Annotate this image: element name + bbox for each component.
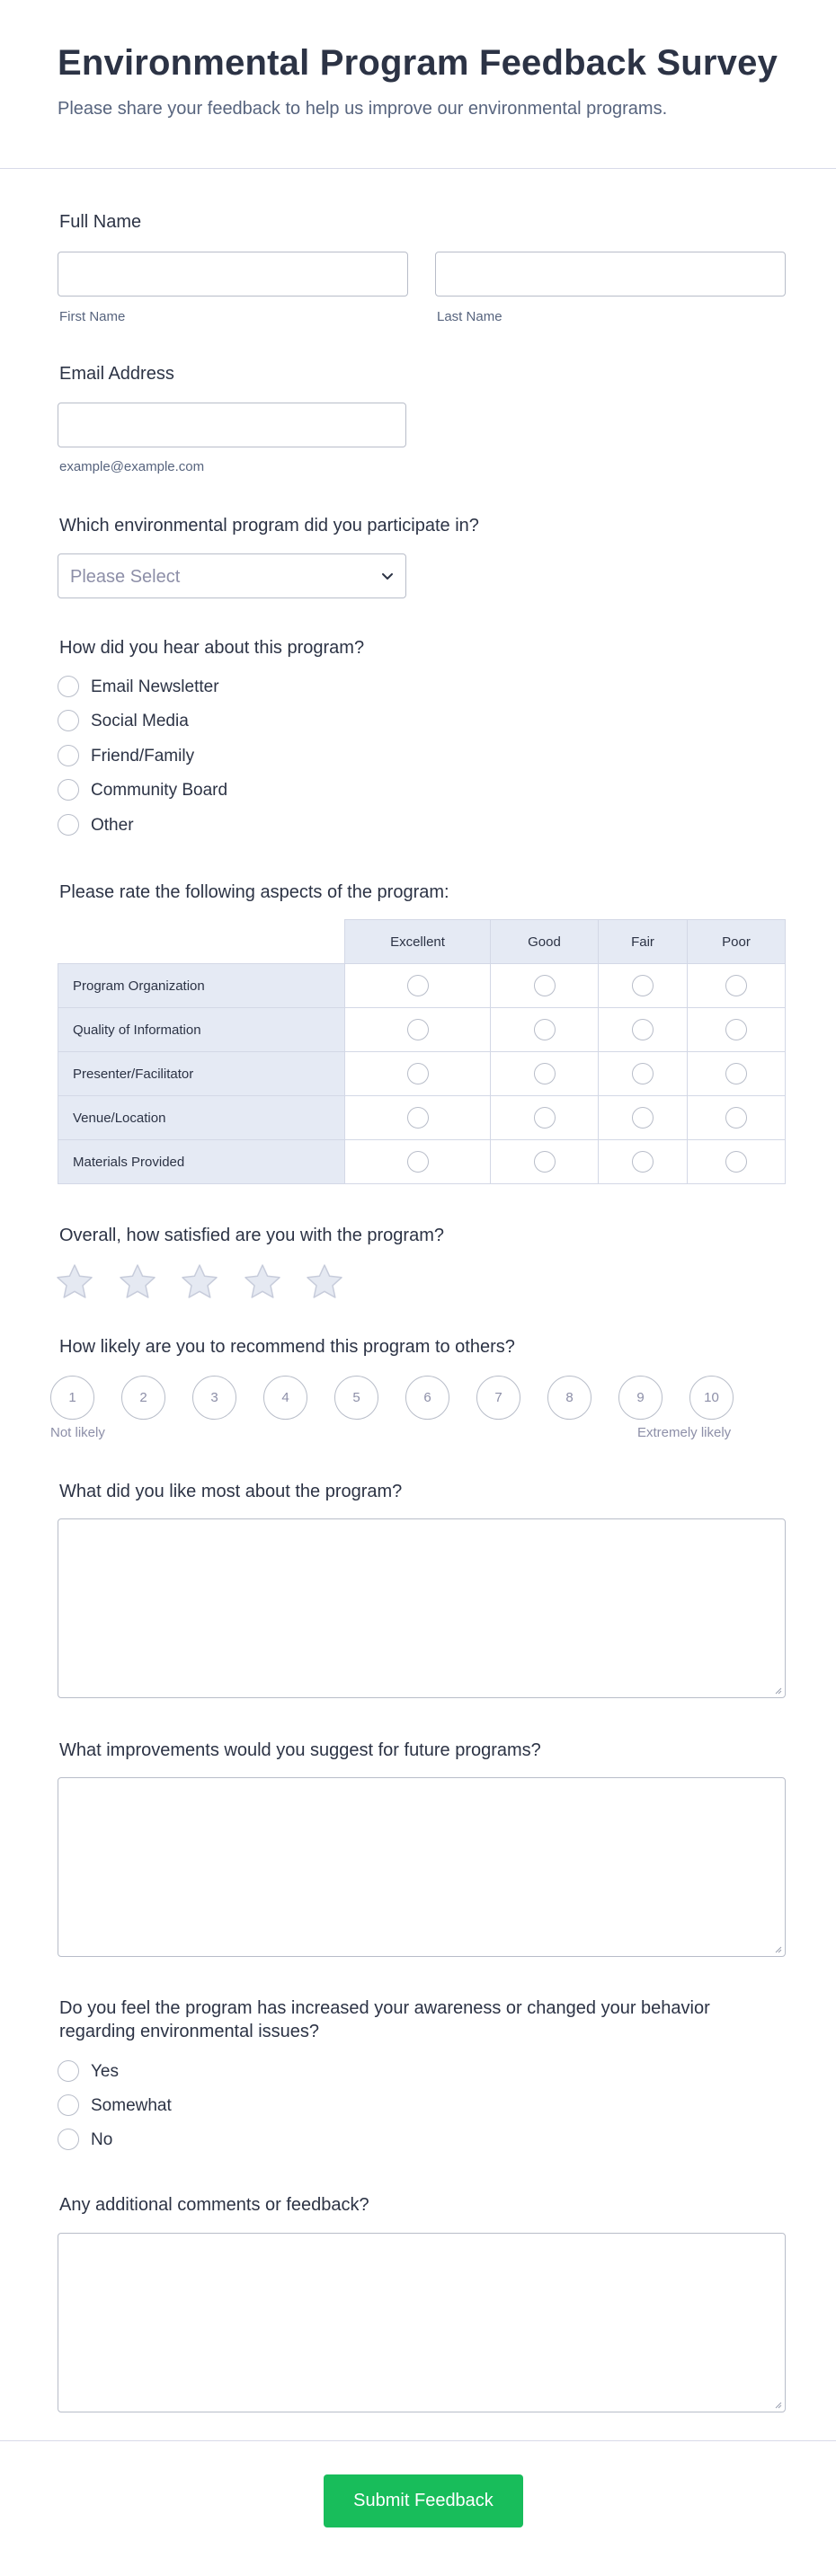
scale-option[interactable]: 5 [334, 1376, 378, 1420]
form-header [0, 0, 836, 169]
matrix-cell [598, 963, 688, 1008]
scale-low-label: Not likely [50, 1425, 105, 1440]
radio-button[interactable] [407, 1151, 429, 1173]
improvements-textarea[interactable] [58, 1777, 786, 1957]
star-icon[interactable] [118, 1262, 157, 1302]
matrix-label: Please rate the following aspects of the program: [59, 882, 449, 902]
heard-label: How did you hear about this program? [59, 638, 365, 658]
radio-button[interactable] [58, 779, 79, 801]
radio-option-label: Email Newsletter [91, 677, 219, 696]
matrix-row-label: Materials Provided [58, 1139, 345, 1184]
matrix-cell [344, 1139, 491, 1184]
first-name-sublabel: First Name [59, 309, 126, 324]
matrix-cell [598, 1139, 688, 1184]
matrix-cell [344, 1051, 491, 1096]
improvements-label: What improvements would you suggest for future programs? [59, 1740, 541, 1760]
radio-button[interactable] [534, 975, 556, 996]
matrix-cell [687, 1139, 786, 1184]
matrix-cell [598, 1095, 688, 1140]
matrix-cell [490, 1051, 599, 1096]
radio-button[interactable] [407, 1019, 429, 1040]
matrix-cell [344, 1095, 491, 1140]
radio-button[interactable] [632, 1107, 654, 1129]
scale-option[interactable]: 2 [121, 1376, 165, 1420]
comments-textarea[interactable] [58, 2233, 786, 2412]
matrix-row-label: Presenter/Facilitator [58, 1051, 345, 1096]
recommend-label: How likely are you to recommend this program to others? [59, 1337, 515, 1357]
full-name-label: Full Name [59, 212, 142, 232]
radio-button[interactable] [725, 1063, 747, 1084]
radio-button[interactable] [632, 1151, 654, 1173]
radio-button[interactable] [58, 710, 79, 731]
matrix-column-header: Good [490, 919, 599, 964]
comments-label: Any additional comments or feedback? [59, 2195, 369, 2215]
matrix-cell [490, 1095, 599, 1140]
star-icon[interactable] [180, 1262, 219, 1302]
chevron-down-icon [380, 569, 395, 583]
radio-option-label: Social Media [91, 712, 189, 730]
email-sublabel: example@example.com [59, 459, 205, 474]
radio-option-label: Somewhat [91, 2096, 172, 2115]
scale-option[interactable]: 9 [618, 1376, 663, 1420]
scale-option[interactable]: 7 [476, 1376, 520, 1420]
matrix-row-label: Venue/Location [58, 1095, 345, 1140]
matrix-cell [687, 1095, 786, 1140]
radio-button[interactable] [632, 975, 654, 996]
radio-option-label: Yes [91, 2062, 119, 2081]
radio-button[interactable] [725, 1019, 747, 1040]
radio-button[interactable] [632, 1063, 654, 1084]
matrix-row-label: Quality of Information [58, 1007, 345, 1052]
radio-button[interactable] [725, 975, 747, 996]
star-icon[interactable] [305, 1262, 344, 1302]
liked-textarea[interactable] [58, 1518, 786, 1698]
radio-button[interactable] [725, 1107, 747, 1129]
radio-button[interactable] [58, 745, 79, 766]
first-name-input[interactable] [58, 252, 408, 297]
matrix-cell [490, 1139, 599, 1184]
star-icon[interactable] [243, 1262, 282, 1302]
email-label: Email Address [59, 364, 174, 384]
matrix-cell [687, 1051, 786, 1096]
submit-button[interactable]: Submit Feedback [324, 2474, 523, 2527]
awareness-label-line2: regarding environmental issues? [59, 2022, 320, 2041]
liked-label: What did you like most about the program? [59, 1482, 403, 1501]
matrix-cell [598, 1007, 688, 1052]
radio-option-label: Friend/Family [91, 747, 195, 766]
matrix-cell [687, 1007, 786, 1052]
radio-button[interactable] [407, 1063, 429, 1084]
page-subtitle: Please share your feedback to help us improve our environmental programs. [58, 99, 668, 119]
scale-option[interactable]: 8 [547, 1376, 591, 1420]
radio-button[interactable] [58, 814, 79, 836]
matrix-cell [490, 1007, 599, 1052]
program-label: Which environmental program did you participate in? [59, 516, 479, 536]
matrix-cell [598, 1051, 688, 1096]
radio-button[interactable] [534, 1063, 556, 1084]
radio-button[interactable] [534, 1151, 556, 1173]
radio-button[interactable] [407, 975, 429, 996]
radio-button[interactable] [58, 2060, 79, 2082]
matrix-column-header: Poor [687, 919, 786, 964]
radio-button[interactable] [58, 2129, 79, 2150]
scale-high-label: Extremely likely [637, 1425, 732, 1440]
scale-option[interactable]: 1 [50, 1376, 94, 1420]
star-icon[interactable] [55, 1262, 94, 1302]
program-select[interactable] [58, 553, 406, 598]
last-name-sublabel: Last Name [437, 309, 502, 324]
scale-option[interactable]: 6 [405, 1376, 449, 1420]
radio-option-label: Other [91, 816, 134, 835]
radio-button[interactable] [58, 2094, 79, 2116]
matrix-row-label: Program Organization [58, 963, 345, 1008]
scale-option[interactable]: 10 [689, 1376, 734, 1420]
resize-handle-icon[interactable] [773, 1944, 782, 1953]
scale-option[interactable]: 4 [263, 1376, 307, 1420]
resize-handle-icon[interactable] [773, 2400, 782, 2409]
radio-button[interactable] [534, 1019, 556, 1040]
matrix-cell [344, 963, 491, 1008]
radio-button[interactable] [632, 1019, 654, 1040]
radio-option-label: Community Board [91, 781, 228, 800]
matrix-column-header: Excellent [344, 919, 491, 964]
email-input[interactable] [58, 403, 406, 447]
radio-button[interactable] [407, 1107, 429, 1129]
matrix-cell [490, 963, 599, 1008]
satisfaction-label: Overall, how satisfied are you with the program? [59, 1226, 444, 1245]
last-name-input[interactable] [435, 252, 786, 297]
matrix-cell [687, 963, 786, 1008]
radio-button[interactable] [58, 676, 79, 697]
radio-option-label: No [91, 2130, 113, 2149]
matrix-column-header: Fair [598, 919, 688, 964]
awareness-label-line1: Do you feel the program has increased your awareness or changed your behavior [59, 1998, 710, 2018]
program-select-placeholder: Please Select [70, 567, 181, 587]
page-title: Environmental Program Feedback Survey [58, 43, 778, 83]
scale-option[interactable]: 3 [192, 1376, 236, 1420]
radio-button[interactable] [725, 1151, 747, 1173]
matrix-cell [344, 1007, 491, 1052]
radio-button[interactable] [534, 1107, 556, 1129]
resize-handle-icon[interactable] [773, 1686, 782, 1695]
